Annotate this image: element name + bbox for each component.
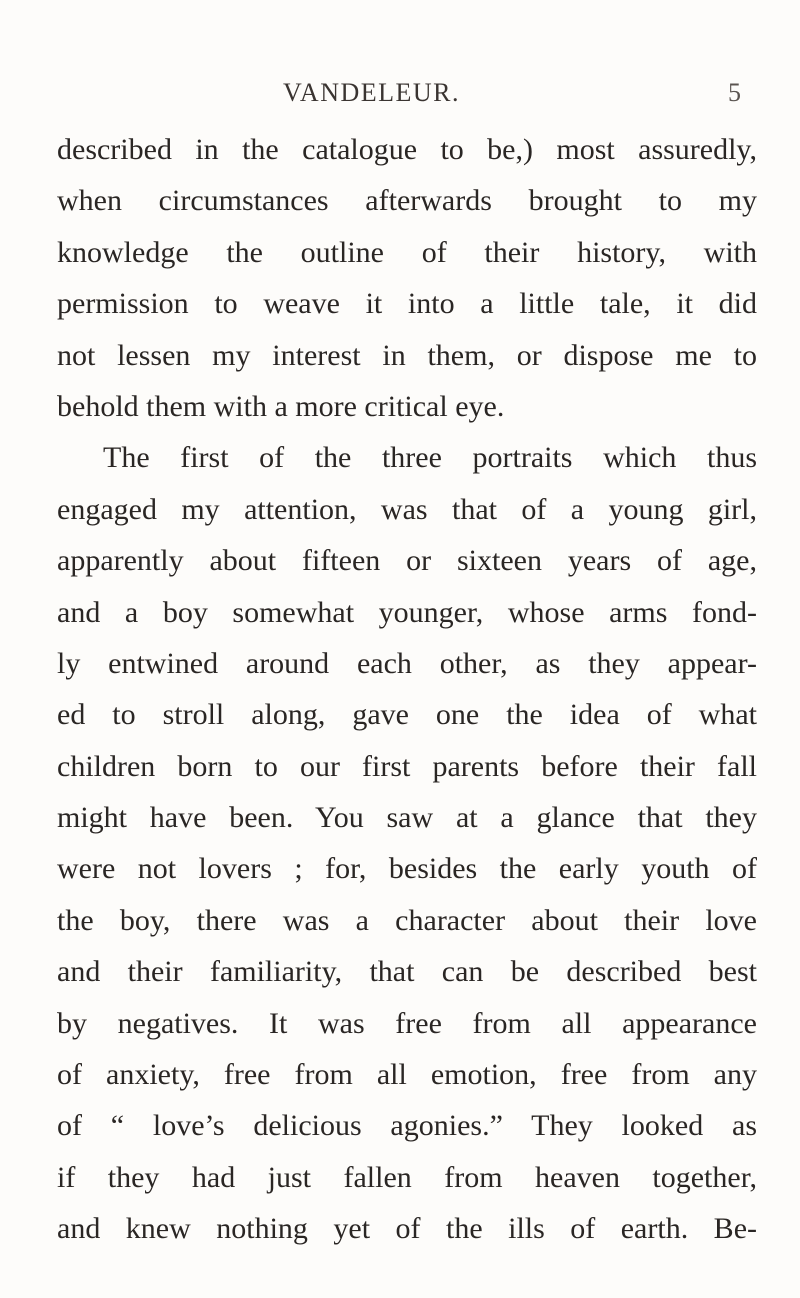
page-number: 5 [728,78,741,107]
text-line: apparently about fifteen or sixteen years of age, [57,544,757,578]
text-line: by negatives. It was free from all appearance [57,1006,757,1040]
text-line-paragraph-start: The first of the three portraits which thus [103,441,757,475]
text-line: when circumstances afterwards brought to my [57,184,757,218]
text-line: ly entwined around each other, as they appear- [57,646,757,680]
text-line: the boy, there was a character about their love [57,903,757,937]
text-line: and knew nothing yet of the ills of earth. Be- [57,1212,757,1246]
text-line: might have been. You saw at a glance that they [57,801,757,835]
text-line: if they had just fallen from heaven together, [57,1160,757,1194]
text-line: permission to weave it into a little tale, it did [57,287,757,321]
text-line: were not lovers ; for, besides the early youth of [57,852,757,886]
body-text [57,124,757,1255]
text-line: and a boy somewhat younger, whose arms fond- [57,595,757,629]
text-line: described in the catalogue to be,) most assuredly, [57,133,757,166]
text-line: not lessen my interest in them, or dispose me to [57,338,757,372]
text-line: of “ love’s delicious agonies.” They looked as [57,1109,757,1143]
text-line: of anxiety, free from all emotion, free from any [57,1058,757,1092]
text-line: engaged my attention, was that of a young girl, [57,492,757,526]
text-line: and their familiarity, that can be described best [57,955,757,989]
text-line: ed to stroll along, gave one the idea of what [57,698,757,732]
text-line-paragraph-end: behold them with a more critical eye. [57,389,505,423]
text-line: children born to our first parents before their fall [57,749,757,783]
running-head [0,78,800,114]
text-line: knowledge the outline of their history, with [57,235,757,269]
running-title: VANDELEUR. [283,78,461,107]
